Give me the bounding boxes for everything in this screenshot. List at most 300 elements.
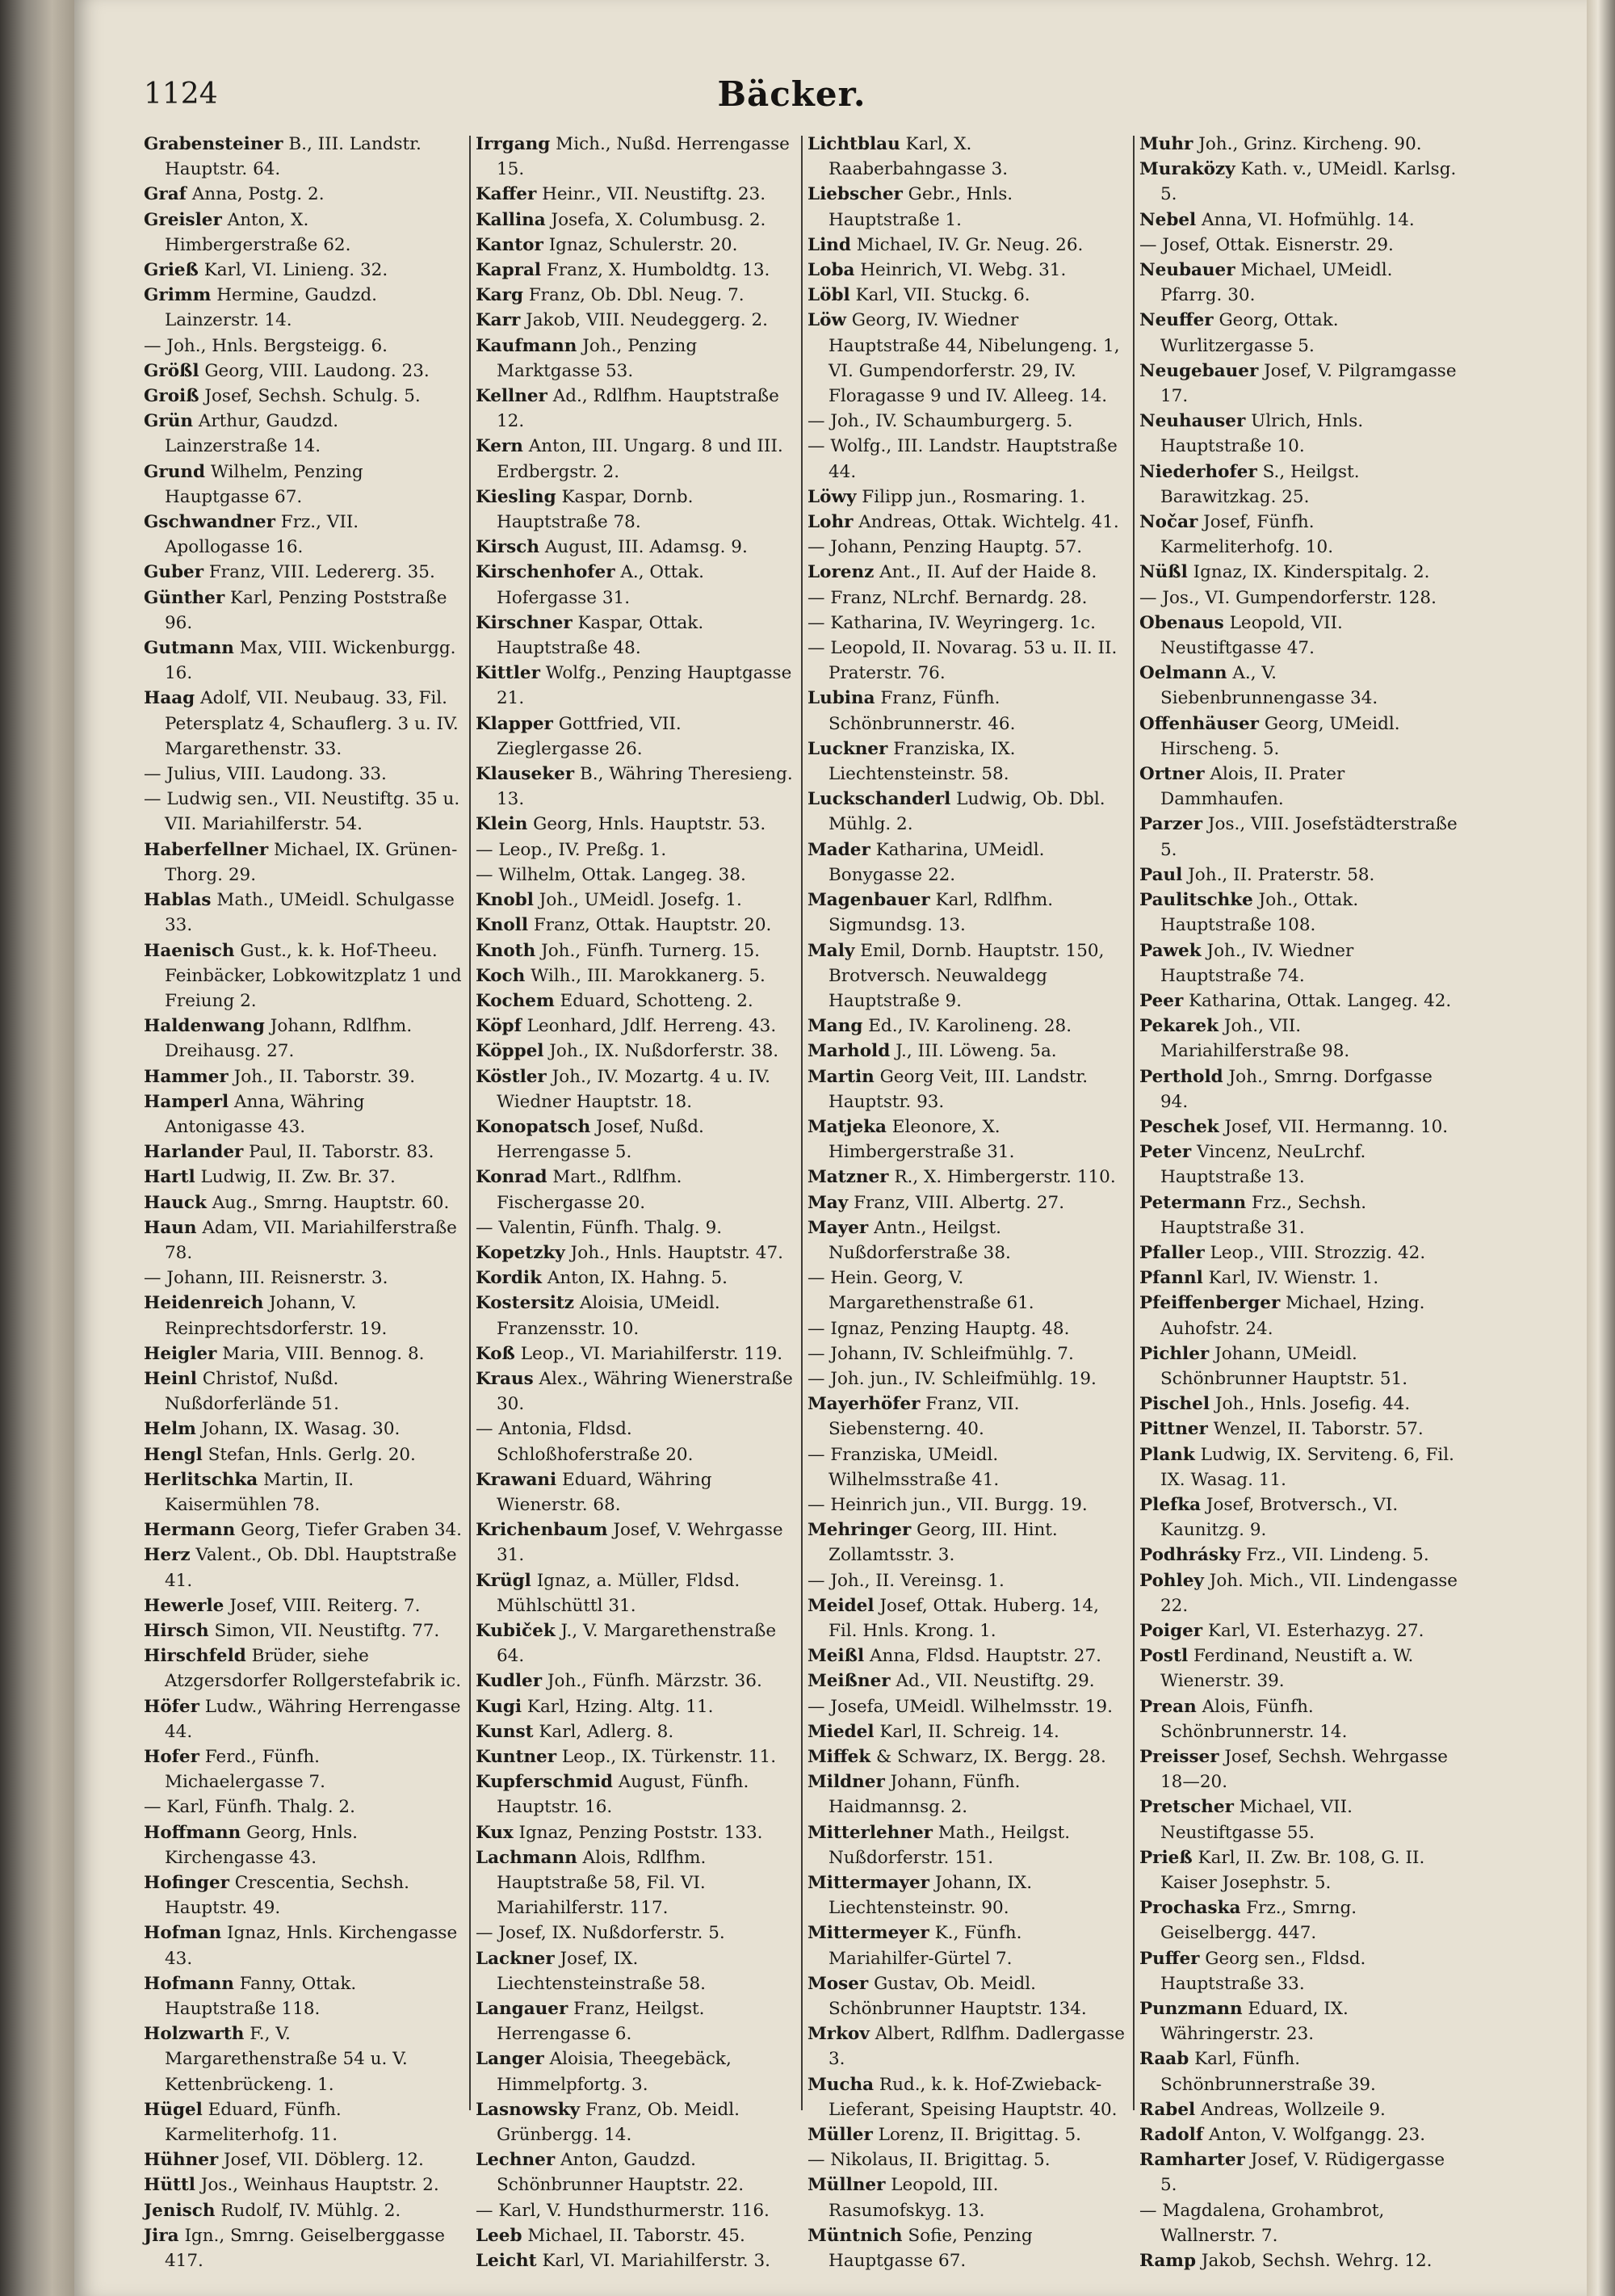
directory-entry [476,132,795,182]
entry-surname: Kupferschmid [476,1772,613,1793]
entry-details: Max, VIII. Wickenburgg. 16. [165,638,456,684]
entry-details: Antn., Heilgst. Nußdorferstraße 38. [828,1217,1011,1263]
entry-surname: Lackner [476,1948,555,1969]
entry-details: Aug., Smrng. Hauptstr. 60. [206,1192,450,1213]
entry-details: — Magdalena, Grohambrot, Wallnerstr. 7. [1139,2200,1385,2246]
directory-entry [144,1417,463,1442]
entry-surname: Mitterlehner [808,1822,933,1843]
directory-entry [808,1643,1126,1668]
entry-surname: Mrkov [808,2024,870,2045]
entry-details: — Franz, NLrchf. Bernardg. 28. [808,587,1088,608]
entry-details: Joh. Mich., VII. Lindengasse 22. [1160,1570,1458,1616]
entry-surname: Knoth [476,940,536,961]
entry-details: Ignaz, Hnls. Kirchengasse 43. [165,1923,458,1969]
directory-entry [808,1668,1126,1694]
directory-entry [808,2122,1126,2147]
entry-details: Karl, II. Zw. Br. 108, G. II. Kaiser Josephstr. 5. [1160,1847,1425,1894]
entry-details: Johann, UMeidl. Schönbrunner Hauptstr. 51. [1160,1343,1408,1389]
entry-details: Maria, VIII. Bennog. 8. [216,1343,425,1364]
entry-details: Valent., Ob. Dbl. Hauptstraße 41. [165,1545,457,1591]
directory-entry [476,988,795,1014]
entry-details: Frz., VII. Lindeng. 5. [1240,1545,1429,1566]
entry-surname: Graf [144,184,187,205]
directory-entry [144,334,463,359]
directory-entry [808,2172,1126,2223]
directory-entry [808,686,1126,736]
entry-surname: Moser [808,1973,869,1994]
entry-surname: Neuhauser [1139,411,1246,432]
directory-entry [1139,359,1458,409]
entry-details: Ad., Rdlfhm. Hauptstraße 12. [497,386,779,432]
entry-details: Heinr., VII. Neustiftg. 23. [536,184,766,205]
entry-details: Eduard, Fünfh. Karmeliterhofg. 11. [165,2099,342,2146]
directory-entry [144,2198,463,2223]
entry-surname: Parzer [1139,814,1203,835]
entry-surname: Müllner [808,2175,886,2196]
entry-surname: Hügel [144,2099,203,2120]
entry-details: Johann, V. Reinprechtsdorferstr. 19. [165,1293,388,1339]
directory-entry [476,1618,795,1668]
entry-details: Wilhelm, Penzing Hauptgasse 67. [165,461,363,507]
entry-surname: Kirschenhofer [476,562,615,583]
directory-entry [808,2147,1126,2172]
entry-surname: Karg [476,285,523,306]
entry-surname: Müntnich [808,2225,903,2246]
entry-details: Jakob, VIII. Neudeggerg. 2. [520,310,768,331]
entry-surname: Paul [1139,864,1183,885]
entry-details: Leopold, VII. Neustiftgasse 47. [1160,612,1343,659]
entry-details: Ludwig, IX. Serviteng. 6, Fil. IX. Wasag. 11. [1160,1444,1454,1490]
entry-surname: Poiger [1139,1620,1203,1641]
entry-surname: Kostersitz [476,1293,575,1314]
directory-entry [1139,1014,1458,1064]
directory-entry [808,737,1126,787]
directory-entry [144,208,463,258]
entry-surname: Heidenreich [144,1293,264,1314]
entry-surname: Mang [808,1016,863,1037]
directory-entry [476,535,795,560]
entry-surname: Köpf [476,1016,522,1037]
entry-surname: Hablas [144,890,212,911]
directory-entry [808,1039,1126,1064]
directory-entry [144,1593,463,1618]
entry-details: Jos., VIII. Josefstädterstraße 5. [1160,814,1458,860]
directory-entry [144,636,463,686]
entry-details: Eduard, Schotteng. 2. [554,990,753,1011]
entry-details: F., V. Margarethenstraße 54 u. V. Kettenbrückeng. 1. [165,2024,408,2095]
directory-entry [144,1971,463,2021]
entry-details: Michael, II. Taborstr. 45. [522,2225,745,2246]
entry-surname: Koch [476,965,526,986]
entry-details: — Franziska, UMeidl. Wilhelmsstraße 41. [808,1444,1000,1490]
directory-entry [144,2097,463,2147]
directory-entry [144,1643,463,1694]
entry-details: Josef, VII. Hermanng. 10. [1219,1116,1449,1137]
entry-surname: Neugebauer [1139,360,1259,381]
entry-surname: Neubauer [1139,260,1235,281]
directory-entry [476,2248,795,2273]
entry-surname: Jenisch [144,2200,216,2221]
entry-surname: Kubiček [476,1620,556,1641]
entry-surname: Pittner [1139,1419,1208,1440]
entry-details: Eleonore, X. Himbergerstraße 31. [828,1116,1015,1163]
entry-surname: Kittler [476,663,540,684]
entry-details: Karl, Hzing. Altg. 11. [522,1696,714,1717]
directory-entry [1139,1568,1458,1618]
directory-entry [808,510,1126,535]
entry-surname: Müller [808,2125,873,2146]
entry-surname: Herz [144,1545,191,1566]
directory-entry [476,1341,795,1366]
entry-details: & Schwarz, IX. Bergg. 28. [870,1747,1106,1767]
entry-surname: Oelmann [1139,663,1227,684]
entry-details: Gottfried, VII. Zieglergasse 26. [497,713,682,759]
entry-surname: Hoffmann [144,1822,241,1843]
entry-details: Leop., VIII. Strozzig. 42. [1204,1242,1426,1263]
entry-surname: Peter [1139,1142,1192,1163]
entry-surname: Paulitschke [1139,890,1253,911]
entry-surname: May [808,1192,849,1213]
entry-details: Eduard, Währing Wienerstr. 68. [497,1469,712,1515]
directory-entry [144,1014,463,1064]
entry-surname: Grabensteiner [144,134,283,154]
entry-details: — Joh., Hnls. Bergsteigg. 6. [144,335,388,356]
entry-details: Frz., Sechsh. Hauptstraße 31. [1160,1192,1367,1238]
column-3 [808,132,1126,2272]
directory-entry [476,233,795,258]
directory-entry [476,1467,795,1517]
entry-details: Ignaz, Penzing Poststr. 133. [513,1822,763,1843]
directory-entry [144,1920,463,1971]
entry-details: — Nikolaus, II. Brigittag. 5. [808,2150,1051,2171]
directory-entry [476,258,795,283]
entry-surname: Lasnowsky [476,2099,581,2120]
directory-entry [808,1165,1126,1190]
entry-details: Rud., k. k. Hof-Zwieback-Lieferant, Speising Hauptstr. 40. [828,2074,1118,2120]
entry-details: Crescentia, Sechsh. Hauptstr. 49. [165,1873,409,1919]
directory-entry [1139,1492,1458,1543]
directory-entry [144,586,463,636]
entry-details: Franz, Fünfh. Schönbrunnerstr. 46. [828,688,1016,734]
directory-entry [808,1114,1126,1165]
entry-surname: Raab [1139,2049,1189,2070]
entry-details: — Johann, Penzing Hauptg. 57. [808,537,1083,558]
entry-surname: Kellner [476,386,547,407]
entry-surname: Plefka [1139,1494,1202,1515]
entry-details: Joh., II. Taborstr. 39. [228,1066,416,1087]
entry-surname: Kiesling [476,486,556,507]
directory-entry [144,686,463,762]
directory-entry [144,1744,463,1794]
directory-entry [1139,2097,1458,2122]
entry-details: — Joh., IV. Schaumburgerg. 5. [808,411,1073,432]
directory-entry [808,1568,1126,1593]
entry-surname: Mittermeyer [808,1923,929,1944]
entry-details: Ignaz, a. Müller, Fldsd. Mühlschüttl 31. [497,1570,740,1616]
entry-details: Alex., Währing Wienerstraße 30. [497,1368,793,1415]
directory-entry [144,1089,463,1140]
directory-entry [1139,2122,1458,2147]
entry-surname: Postl [1139,1646,1189,1667]
directory-entry [476,2046,795,2097]
entry-details: Leonhard, Jdlf. Herreng. 43. [521,1016,777,1037]
entry-details: Georg, IV. Wiedner Hauptstraße 44, Nibelungeng. 1, VI. Gumpendorferstr. 29, IV. Floragasse 9 und IV. Alleeg. 14. [828,310,1120,407]
entry-details: Gustav, Ob. Meidl. Schönbrunner Hauptstr. 134. [828,1973,1087,2020]
entry-surname: Perthold [1139,1066,1223,1087]
entry-surname: Loba [808,260,855,281]
entry-details: — Ignaz, Penzing Hauptg. 48. [808,1318,1070,1339]
directory-entry [808,1341,1126,1366]
entry-surname: Haag [144,688,195,709]
entry-details: Adam, VII. Mariahilferstraße 78. [165,1217,457,1263]
directory-entry [144,1517,463,1543]
directory-entry [1139,1744,1458,1794]
directory-entry [808,535,1126,560]
entry-surname: Pekarek [1139,1016,1219,1037]
entry-surname: Plank [1139,1444,1195,1465]
entry-surname: Hammer [144,1066,229,1087]
directory-entry [1139,1190,1458,1240]
left-page-edge [0,0,74,2296]
directory-entry [476,1920,795,1946]
entry-surname: Kux [476,1822,514,1843]
entry-details: — Karl, Fünfh. Thalg. 2. [144,1797,355,1818]
entry-details: Karl, Fünfh. Schönbrunnerstraße 39. [1160,2049,1376,2095]
entry-surname: Hofer [144,1747,199,1767]
entry-details: Alois, II. Prater Dammhaufen. [1160,764,1345,810]
entry-details: — Jos., VI. Gumpendorferstr. 128. [1139,587,1437,608]
entry-details: Emil, Dornb. Hauptstr. 150, Brotversch. Neuwaldegg Hauptstraße 9. [828,940,1105,1011]
entry-surname: Haenisch [144,940,235,961]
directory-entry [1139,1341,1458,1391]
entry-details: Aloisia, Theegebäck, Himmelpfortg. 3. [497,2049,732,2095]
entry-details: Johann, Fünfh. Haidmannsg. 2. [828,1772,1021,1818]
entry-surname: Kern [476,436,523,457]
entry-details: J., III. Löweng. 5a. [890,1041,1057,1062]
entry-details: Katharina, Ottak. Langeg. 42. [1183,990,1452,1011]
entry-details: Karl, IV. Wienstr. 1. [1202,1268,1379,1289]
entry-surname: Knobl [476,890,534,911]
entry-surname: Kirschner [476,612,573,633]
entry-surname: Pfaller [1139,1242,1205,1263]
entry-surname: Klapper [476,713,553,734]
directory-entry [476,913,795,938]
entry-surname: Kaffer [476,184,537,205]
directory-entry [808,560,1126,585]
entry-details: Josef, V. Pilgramgasse 17. [1160,360,1457,407]
directory-entry [144,762,463,787]
entry-details: Leopold, III. Rasumofskyg. 13. [828,2175,999,2221]
entry-surname: Gschwandner [144,512,275,533]
directory-entry [1139,938,1458,988]
entry-details: Ign., Smrng. Geiselberggasse 417. [165,2225,446,2272]
entry-surname: Irrgang [476,134,551,154]
directory-entry [808,1517,1126,1568]
entry-details: — Antonia, Fldsd. Schloßhoferstraße 20. [476,1419,694,1465]
directory-entry [144,258,463,283]
directory-entry [1139,1694,1458,1744]
entry-surname: Magenbauer [808,890,930,911]
entry-surname: Prochaska [1139,1898,1241,1919]
entry-details: Ignaz, IX. Kinderspitalg. 2. [1187,562,1430,583]
entry-surname: Leeb [476,2225,522,2246]
entry-details: Joh., Fünfh. Turnerg. 15. [535,940,761,961]
entry-surname: Langauer [476,1999,568,2020]
entry-surname: Matzner [808,1167,889,1188]
directory-entry [1139,308,1458,358]
entry-details: Michael, Hzing. Auhofstr. 24. [1160,1293,1425,1339]
entry-details: Mich., Nußd. Herrengasse 15. [497,134,790,180]
entry-details: Andreas, Wollzeile 9. [1195,2099,1386,2120]
entry-surname: Pretscher [1139,1797,1234,1818]
directory-entry [144,409,463,459]
directory-entry [144,1820,463,1870]
directory-entry [144,1140,463,1165]
column-1 [144,132,463,2272]
directory-entry [1139,1114,1458,1140]
entry-surname: Kraus [476,1368,534,1389]
directory-entry [1139,1417,1458,1442]
directory-entry [144,510,463,560]
entry-surname: Grieß [144,260,199,281]
entry-surname: Neuffer [1139,310,1214,331]
entry-details: Kath. v., UMeidl. Karlsg. 5. [1160,159,1457,205]
directory-entry [476,1291,795,1341]
directory-entry [144,938,463,1014]
entry-details: — Leop., IV. Preßg. 1. [476,839,667,860]
entry-surname: Herlitschka [144,1469,258,1490]
entry-details: Josef, Sechsh. Schulg. 5. [199,386,421,407]
directory-entry [144,283,463,333]
entry-details: Filipp jun., Rosmaring. 1. [856,486,1086,507]
directory-entry [808,1593,1126,1643]
entry-surname: Köstler [476,1066,547,1087]
entry-surname: Holzwarth [144,2024,245,2045]
entry-surname: Liebscher [808,184,903,205]
directory-entry [476,1719,795,1744]
directory-entry [144,888,463,938]
entry-details: Gust., k. k. Hof-Theeu. Feinbäcker, Lobkowitzplatz 1 und Freiung 2. [165,940,462,1011]
entry-surname: Leicht [476,2251,537,2272]
directory-entry [144,460,463,510]
directory-entry [808,1064,1126,1114]
entry-details: Joh., Ottak. Hauptstraße 108. [1160,890,1359,936]
entry-surname: Knoll [476,915,528,936]
entry-surname: Peer [1139,990,1184,1011]
entry-surname: Rabel [1139,2099,1196,2120]
directory-entry [808,1014,1126,1039]
directory-entry [1139,762,1458,812]
entry-details: Karl, VI. Esterhazyg. 27. [1202,1620,1424,1641]
entry-surname: Mayerhöfer [808,1394,921,1415]
entry-details: — Leopold, II. Novarag. 53 u. II. II. Praterstr. 76. [808,638,1118,684]
entry-details: Gebr., Hnls. Hauptstraße 1. [828,184,1013,230]
directory-entry [144,2172,463,2197]
entry-details: Michael, VII. Neustiftgasse 55. [1160,1797,1353,1843]
entry-details: Josef, V. Wehrgasse 31. [497,1520,783,1566]
directory-entry [144,1442,463,1467]
entry-details: Ignaz, Schulerstr. 20. [543,234,738,255]
entry-details: Georg sen., Fldsd. Hauptstraße 33. [1160,1948,1366,1994]
directory-entry [476,485,795,535]
entry-surname: Petermann [1139,1192,1247,1213]
entry-details: Ludwig, II. Zw. Br. 37. [195,1167,396,1188]
directory-entry [808,1694,1126,1719]
page-number: 1124 [144,78,218,111]
entry-details: Ad., VII. Neustiftg. 29. [890,1671,1095,1692]
entry-surname: Martin [808,1066,875,1087]
directory-entry [1139,1240,1458,1266]
directory-entry [1139,1996,1458,2046]
directory-entry [476,2198,795,2223]
entry-details: Fanny, Ottak. Hauptstraße 118. [165,1973,357,2020]
directory-entry [808,1492,1126,1517]
directory-entry [808,132,1126,182]
directory-entry [808,1215,1126,1266]
entry-surname: Hirschfeld [144,1646,246,1667]
entry-details: Lorenz, II. Brigittag. 5. [872,2125,1081,2146]
directory-entry [144,837,463,888]
entry-details: Stefan, Hnls. Gerlg. 20. [202,1444,416,1465]
entry-details: Joh., Fünfh. Märzstr. 36. [542,1671,762,1692]
entry-details: Ed., IV. Karolineng. 28. [862,1016,1072,1037]
entry-details: Johann, IX. Wasag. 30. [195,1419,401,1440]
entry-surname: Hamperl [144,1091,229,1112]
entry-surname: Hengl [144,1444,203,1465]
directory-entry [476,308,795,333]
entry-details: Joh., Hnls. Hauptstr. 47. [564,1242,783,1263]
directory-entry [1139,812,1458,862]
directory-entry [476,2147,795,2197]
entry-details: Josef, Ottak. Huberg. 14, Fil. Hnls. Krong. 1. [828,1595,1099,1641]
directory-entry [476,1744,795,1769]
entry-details: Johann, IX. Liechtensteinstr. 90. [828,1873,1033,1919]
entry-surname: Mehringer [808,1520,912,1541]
entry-surname: Grimm [144,285,212,306]
entry-details: — Josef, Ottak. Eisnerstr. 29. [1139,234,1394,255]
entry-details: Mart., Rdlfhm. Fischergasse 20. [497,1167,682,1213]
directory-entry [476,711,795,762]
directory-entry [144,1190,463,1215]
directory-entry [808,787,1126,837]
entry-details: Wolfg., Penzing Hauptgasse 21. [497,663,792,709]
entry-details: J., V. Margarethenstraße 64. [497,1620,777,1667]
entry-details: Joh., Grinz. Kircheng. 90. [1193,134,1422,154]
entry-surname: Marhold [808,1041,891,1062]
directory-entry [476,1266,795,1291]
entry-surname: Langer [476,2049,544,2070]
entry-details: S., Heilgst. Barawitzkag. 25. [1160,461,1360,507]
directory-entry [476,1240,795,1266]
entry-details: Karl, VI. Mariahilferstr. 3. [536,2251,770,2272]
entry-details: Christof, Nußd. Nußdorferlände 51. [165,1368,340,1415]
directory-entry [476,1114,795,1165]
entry-surname: Höfer [144,1696,199,1717]
entry-surname: Haldenwang [144,1016,265,1037]
entry-surname: Pfannl [1139,1268,1203,1289]
directory-entry [476,2097,795,2147]
entry-surname: Mader [808,839,870,860]
entry-details: — Johann, III. Reisnerstr. 3. [144,1268,388,1289]
directory-entry [808,586,1126,611]
directory-entry [476,1946,795,1996]
entry-details: Michael, UMeidl. Pfarrg. 30. [1160,260,1393,306]
entry-details: Frz., Smrng. Geiselbergg. 447. [1160,1898,1357,1944]
entry-details: Karl, VII. Stuckg. 6. [849,285,1030,306]
entry-details: Ferdinand, Neustift a. W. Wienerstr. 39. [1160,1646,1414,1692]
entry-surname: Offenhäuser [1139,713,1259,734]
directory-page [74,0,1587,2296]
